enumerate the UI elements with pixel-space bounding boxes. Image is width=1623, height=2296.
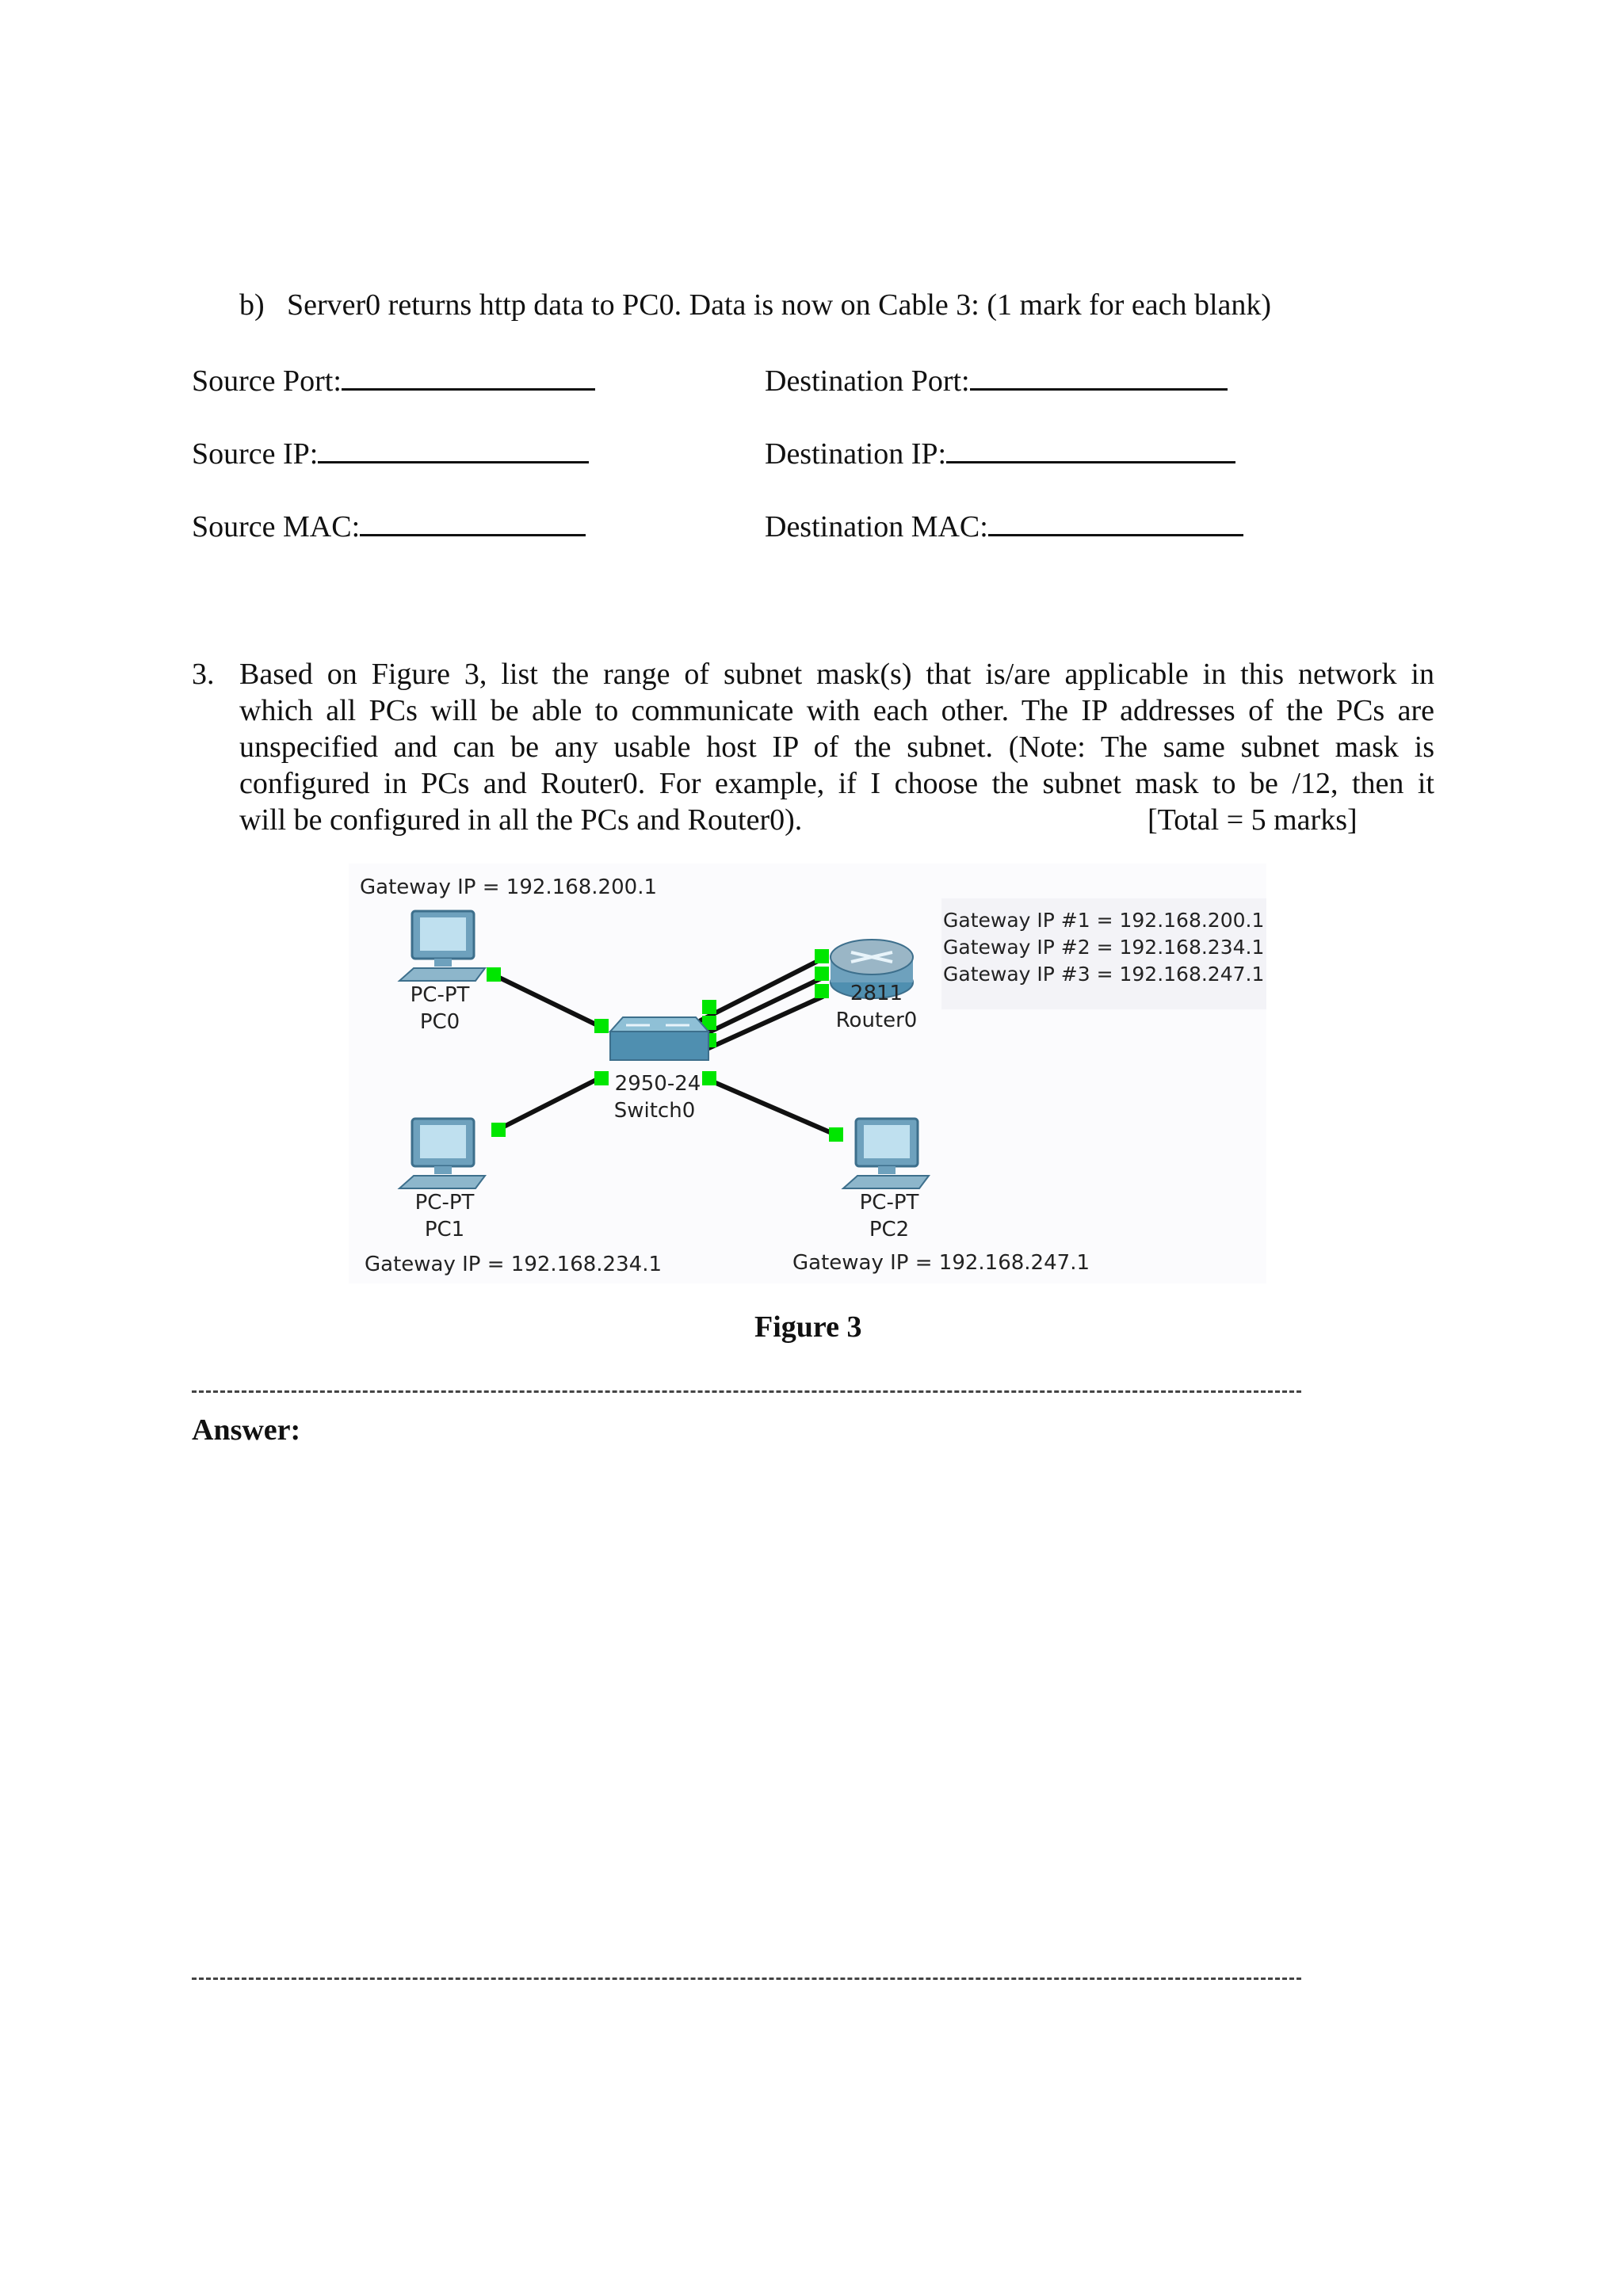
router-name-label: Router0 (835, 1009, 918, 1032)
pc2-icon[interactable] (843, 1119, 929, 1188)
pc1-type-label: PC-PT (414, 1191, 475, 1215)
pc1-name-label: PC1 (424, 1218, 465, 1241)
source-mac-label: Source MAC: (192, 510, 361, 543)
source-port-row (192, 361, 595, 399)
destination-port-label: Destination Port: (765, 364, 970, 398)
router-model-label: 2811 (850, 982, 903, 1005)
pc2-name-label: PC2 (869, 1218, 910, 1241)
answer-area[interactable] (192, 1458, 1301, 1965)
destination-port-blank[interactable] (970, 361, 1228, 391)
question-3-line1: Based on Figure 3, list the range of subnet mask(s) that is/are applicable in this network in (239, 658, 1434, 691)
question-3-line3: unspecified and can be any usable host IP of the subnet. (Note: The same subnet mask is (239, 730, 1434, 764)
source-mac-row (192, 507, 586, 545)
switch-icon[interactable] (610, 1017, 708, 1060)
pc0-type-label: PC-PT (410, 983, 470, 1007)
destination-ip-blank[interactable] (946, 434, 1235, 463)
question-3-number: 3. (192, 658, 215, 691)
link-light (491, 1123, 506, 1137)
question-b-text: Server0 returns http data to PC0. Data is now on Cable 3: (1 mark for each blank) (287, 288, 1272, 322)
switch-model-label: 2950-24 (614, 1072, 701, 1096)
destination-ip-label: Destination IP: (765, 437, 947, 471)
pc2-type-label: PC-PT (859, 1191, 919, 1215)
figure-caption: Figure 3 (754, 1310, 862, 1344)
pc0-name-label: PC0 (419, 1010, 460, 1034)
link-light (702, 1071, 716, 1085)
link-light (594, 1071, 609, 1085)
router-gateway-2-label: Gateway IP #2 = 192.168.234.1 (943, 936, 1265, 959)
question-3-line5: will be configured in all the PCs and Router0). (239, 803, 803, 837)
pc0-gateway-label: Gateway IP = 192.168.200.1 (360, 875, 657, 899)
router-gateway-3-label: Gateway IP #3 = 192.168.247.1 (943, 963, 1265, 986)
source-ip-row (192, 434, 589, 472)
link-light (594, 1019, 609, 1033)
destination-mac-label: Destination MAC: (765, 510, 988, 543)
question-3-line4: configured in PCs and Router0. For example, if I choose the subnet mask to be /12, then it (239, 767, 1434, 800)
source-mac-blank[interactable] (360, 507, 586, 536)
destination-ip-row (765, 434, 1235, 472)
question-b-label: b) (239, 288, 265, 322)
pc1-icon[interactable] (399, 1119, 485, 1188)
answer-top-divider (192, 1390, 1301, 1393)
answer-bottom-divider (192, 1978, 1301, 1980)
question-3-line2: which all PCs will be able to communicate with each other. The IP addresses of the PCs are (239, 694, 1434, 727)
link-light (815, 984, 829, 998)
figure-3-diagram (349, 864, 1266, 1283)
question-3-marks: [Total = 5 marks] (1148, 803, 1358, 837)
answer-label: Answer: (192, 1413, 301, 1447)
source-ip-blank[interactable] (318, 434, 589, 463)
pc1-gateway-label: Gateway IP = 192.168.234.1 (365, 1253, 662, 1276)
pc2-gateway-label: Gateway IP = 192.168.247.1 (792, 1251, 1090, 1275)
router-gateway-1-label: Gateway IP #1 = 192.168.200.1 (943, 909, 1265, 932)
link-light (815, 949, 829, 963)
destination-mac-row (765, 507, 1243, 545)
destination-port-row (765, 361, 1228, 399)
source-ip-label: Source IP: (192, 437, 319, 471)
source-port-label: Source Port: (192, 364, 342, 398)
link-light (829, 1127, 843, 1142)
link-light (702, 1000, 716, 1014)
pc0-icon[interactable] (399, 911, 485, 981)
destination-mac-blank[interactable] (988, 507, 1243, 536)
link-light (487, 967, 501, 982)
source-port-blank[interactable] (342, 361, 595, 391)
link-light (815, 967, 829, 981)
switch-name-label: Switch0 (613, 1099, 696, 1123)
network-diagram-svg (349, 864, 1266, 1283)
